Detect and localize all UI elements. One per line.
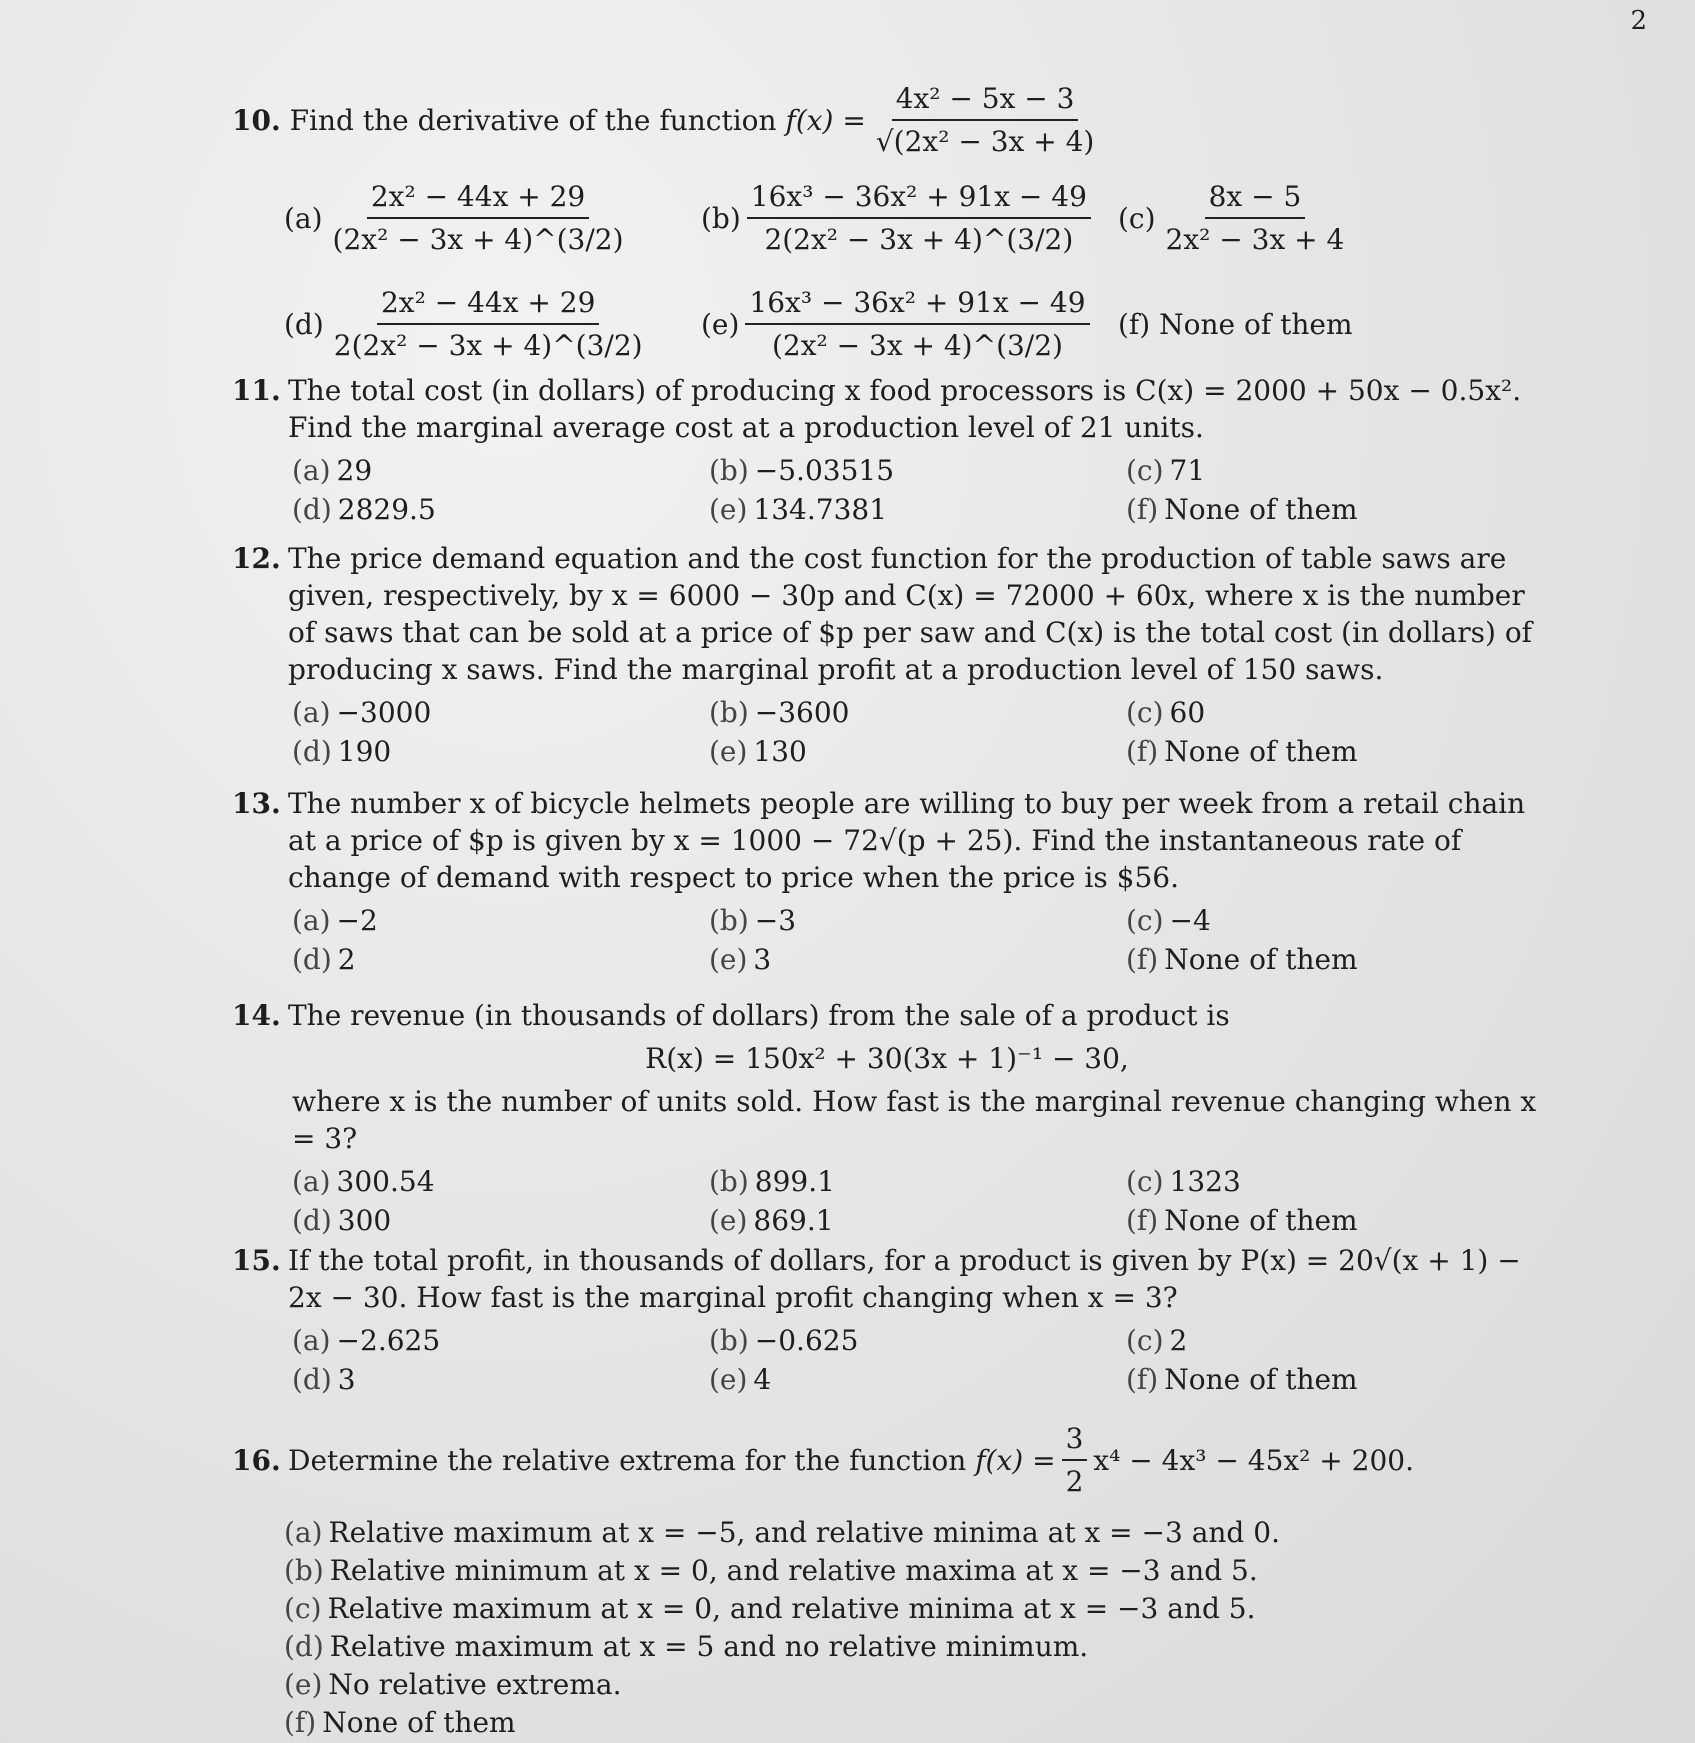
question-text: Determine the relative extrema for the function: [288, 1443, 967, 1477]
options-row-1: [232, 178, 1542, 258]
option-a[interactable]: (a) $\frac{\text{2x² − 44x + 29}}{\text{(2x² − 3x + 4)\textasciicircum{}(3/2)}}$: [284, 180, 624, 256]
question-number: 10.: [232, 103, 281, 137]
option-e[interactable]: (e) 130: [709, 735, 807, 768]
fraction-denominator: √(2x² − 3x + 4): [875, 125, 1095, 158]
options: [232, 902, 1542, 978]
question-15: [232, 1242, 1542, 1398]
option-f[interactable]: (f) None of them: [1126, 493, 1358, 526]
question-number: 11.: [232, 374, 281, 407]
option-b[interactable]: (b) −3: [709, 904, 797, 937]
page-number: 2: [1630, 6, 1647, 36]
option-f[interactable]: (f) None of them: [1126, 1204, 1358, 1237]
option-c[interactable]: (c) 1323: [1126, 1165, 1241, 1198]
function-label: f(x) =: [785, 103, 866, 137]
option-a[interactable]: (a) Relative maximum at x = −5, and relative minima at x = −3 and 0.: [284, 1516, 1280, 1549]
option-c[interactable]: (c) Relative maximum at x = 0, and relative minima at x = −3 and 5.: [284, 1592, 1256, 1625]
question-11: [232, 372, 1542, 528]
option-c[interactable]: (c) 2: [1126, 1324, 1188, 1357]
question-14: [232, 997, 1542, 1239]
option-b[interactable]: (b) $\frac{\text{16x³ − 36x² + 91x − 49}}{\text{2(2x² − 3x + 4)\textasciicircum{}(3/2)}}$: [701, 178, 1118, 258]
option-a[interactable]: (a) 300.54: [292, 1165, 435, 1198]
question-text: The total cost (in dollars) of producing x food processors is C(x) = 2000 + 50x − 0.5x². Find the marginal average cost at a production level of 21 units.: [288, 374, 1522, 444]
option-e[interactable]: (e) 4: [709, 1363, 772, 1396]
option-b[interactable]: (b) −3600: [709, 696, 850, 729]
option-f[interactable]: (f) None of them: [1126, 1363, 1358, 1396]
function-label: f(x) =: [975, 1443, 1056, 1477]
option-b[interactable]: (b) −5.03515: [709, 454, 895, 487]
option-c[interactable]: (c) 71: [1126, 454, 1206, 487]
option-c[interactable]: (c) 60: [1126, 696, 1206, 729]
question-text: The price demand equation and the cost function for the production of table saws are given, respectively, by x = 6000 − 30p and C(x) = 72000 + 60x, where x is the number of saws that can be sold at a price of $p per saw and C(x) is the total cost (in dollars) of producing x saws. Find the marginal profit at a production level of 150 saws.: [288, 542, 1533, 686]
options: [232, 1322, 1542, 1398]
question-10: [232, 80, 1542, 364]
fraction-numerator: 4x² − 5x − 3: [892, 80, 1079, 121]
options: [232, 694, 1542, 770]
option-a[interactable]: (a) −2: [292, 904, 378, 937]
option-a[interactable]: (a) −2.625: [292, 1324, 441, 1357]
option-d[interactable]: (d) 2: [292, 943, 356, 976]
option-d[interactable]: (d) 2829.5: [292, 493, 436, 526]
option-c[interactable]: (c) −4: [1126, 904, 1211, 937]
options-row-2: [232, 284, 1542, 364]
question-13: [232, 785, 1542, 978]
option-a[interactable]: (a) 29: [292, 454, 373, 487]
question-number: 13.: [232, 787, 281, 820]
option-e[interactable]: (e) No relative extrema.: [284, 1668, 622, 1701]
question-16: [232, 1420, 1542, 1742]
option-b[interactable]: (b) 899.1: [709, 1165, 835, 1198]
option-f[interactable]: (f) None of them: [1118, 307, 1353, 341]
option-d[interactable]: (d) 300: [292, 1204, 392, 1237]
option-a[interactable]: (a) −3000: [292, 696, 432, 729]
option-c[interactable]: (c) $\frac{8x - 5}{\text{2x² − 3x + 4}}$: [1118, 180, 1345, 256]
question-number: 14.: [232, 999, 281, 1032]
question-number: 15.: [232, 1244, 281, 1277]
options: [232, 1163, 1542, 1239]
question-number: 16.: [232, 1443, 281, 1477]
coefficient-fraction: [1062, 1420, 1088, 1500]
question-text: Find the derivative of the function: [289, 103, 777, 137]
question-text: The number x of bicycle helmets people are willing to buy per week from a retail chain at a price of $p is given by x = 1000 − 72√(p + 25). Find the instantaneous rate of change of demand with respect to price when the price is $56.: [288, 787, 1526, 894]
option-d[interactable]: (d) 190: [292, 735, 392, 768]
question-text-continued: where x is the number of units sold. How fast is the marginal revenue changing when x = 3?: [292, 1085, 1537, 1155]
option-e[interactable]: (e) 869.1: [709, 1204, 834, 1237]
option-f[interactable]: (f) None of them: [284, 1706, 516, 1739]
option-b[interactable]: (b) Relative minimum at x = 0, and relative maxima at x = −3 and 5.: [284, 1554, 1258, 1587]
option-d[interactable]: (d) $\frac{\text{2x² − 44x + 29}}{\text{2(2x² − 3x + 4)\textasciicircum{}(3/2)}}$: [284, 286, 643, 362]
question-number: 12.: [232, 542, 281, 575]
function-fraction: [872, 80, 1098, 160]
option-f[interactable]: (f) None of them: [1126, 943, 1358, 976]
question-text: If the total profit, in thousands of dollars, for a product is given by P(x) = 20√(x + 1) − 2x − 30. How fast is the marginal profit changing when x = 3?: [288, 1244, 1521, 1314]
option-e[interactable]: (e) 3: [709, 943, 772, 976]
option-b[interactable]: (b) −0.625: [709, 1324, 859, 1357]
option-f[interactable]: (f) None of them: [1126, 735, 1358, 768]
fraction-denominator: 2: [1065, 1465, 1084, 1498]
question-12: [232, 540, 1542, 770]
question-text: The revenue (in thousands of dollars) from the sale of a product is: [288, 999, 1230, 1032]
option-e[interactable]: (e) 134.7381: [709, 493, 888, 526]
function-rest: x⁴ − 4x³ − 45x² + 200.: [1093, 1443, 1415, 1477]
options: [232, 1514, 1542, 1741]
fraction-numerator: 3: [1062, 1420, 1088, 1461]
revenue-equation: R(x) = 150x² + 30(3x + 1)⁻¹ − 30,: [645, 1042, 1129, 1075]
option-d[interactable]: (d) 3: [292, 1363, 356, 1396]
option-d[interactable]: (d) Relative maximum at x = 5 and no relative minimum.: [284, 1630, 1089, 1663]
option-e[interactable]: (e) $\frac{\text{16x³ − 36x² + 91x − 49}}{\text{(2x² − 3x + 4)\textasciicircum{}(3/2)}}$: [701, 284, 1118, 364]
options: [232, 452, 1542, 528]
